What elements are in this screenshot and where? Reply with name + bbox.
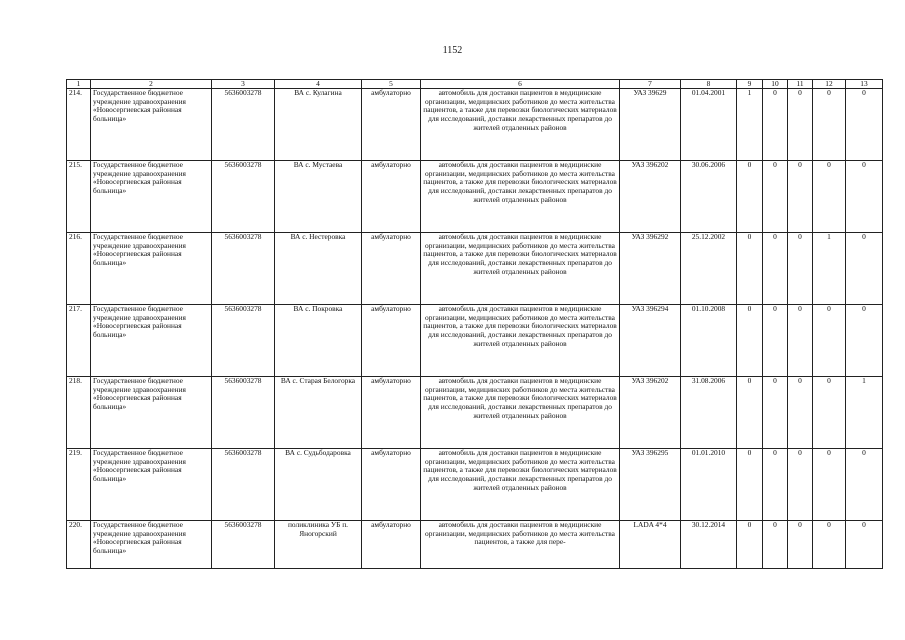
date-cell: 01.10.2008 [681, 305, 737, 377]
organization-cell: Государственное бюджетное учреждение здравоохранения «Новосергиевская районная больница» [91, 89, 212, 161]
organization-cell: Государственное бюджетное учреждение здравоохранения «Новосергиевская районная больница» [91, 305, 212, 377]
row-number-cell: 216. [67, 233, 91, 305]
row-number-cell: 218. [67, 377, 91, 449]
table-row [67, 377, 883, 449]
column-header: 13 [846, 80, 883, 89]
col12-cell: 0 [813, 305, 846, 377]
inn-cell: 5636003278 [212, 521, 275, 569]
table-header [67, 80, 883, 89]
row-number-cell: 215. [67, 161, 91, 233]
column-header: 2 [91, 80, 212, 89]
purpose-cell: автомобиль для доставки пациентов в медицинские организации, медицинских работников до места жительства пациентов, а также для перевозки биологических материалов для исследований, доставки лекарственных препаратов до жителей отдаленных районов [421, 233, 620, 305]
col11-cell: 0 [788, 305, 813, 377]
inn-cell: 5636003278 [212, 89, 275, 161]
vehicle-model-cell: УАЗ 396295 [620, 449, 681, 521]
vehicle-model-cell: УАЗ 39629 [620, 89, 681, 161]
date-cell: 30.06.2006 [681, 161, 737, 233]
care-mode-cell: амбулаторно [362, 305, 421, 377]
col11-cell: 0 [788, 521, 813, 569]
col11-cell: 0 [788, 233, 813, 305]
header-row [67, 80, 883, 89]
column-header: 6 [421, 80, 620, 89]
purpose-cell: автомобиль для доставки пациентов в медицинские организации, медицинских работников до места жительства пациентов, а также для перевозки биологических материалов для исследований, доставки лекарственных препаратов до жителей отдаленных районов [421, 305, 620, 377]
col11-cell: 0 [788, 377, 813, 449]
organization-cell: Государственное бюджетное учреждение здравоохранения «Новосергиевская районная больница» [91, 377, 212, 449]
vehicle-model-cell: УАЗ 396202 [620, 377, 681, 449]
col10-cell: 0 [763, 89, 788, 161]
inn-cell: 5636003278 [212, 449, 275, 521]
inn-cell: 5636003278 [212, 305, 275, 377]
table-row [67, 305, 883, 377]
vehicle-model-cell: УАЗ 396292 [620, 233, 681, 305]
col9-cell: 0 [737, 449, 763, 521]
care-mode-cell: амбулаторно [362, 233, 421, 305]
location-cell: ВА с. Нестеровка [275, 233, 362, 305]
col12-cell: 0 [813, 89, 846, 161]
organization-cell: Государственное бюджетное учреждение здравоохранения «Новосергиевская районная больница» [91, 449, 212, 521]
date-cell: 31.08.2006 [681, 377, 737, 449]
date-cell: 30.12.2014 [681, 521, 737, 569]
vehicle-model-cell: УАЗ 396202 [620, 161, 681, 233]
vehicle-model-cell: LADA 4*4 [620, 521, 681, 569]
location-cell: ВА с. Старая Белогорка [275, 377, 362, 449]
table-row [67, 233, 883, 305]
col13-cell: 0 [846, 161, 883, 233]
col11-cell: 0 [788, 449, 813, 521]
column-header: 3 [212, 80, 275, 89]
col12-cell: 0 [813, 377, 846, 449]
date-cell: 01.04.2001 [681, 89, 737, 161]
col10-cell: 0 [763, 233, 788, 305]
col9-cell: 0 [737, 521, 763, 569]
purpose-cell: автомобиль для доставки пациентов в медицинские организации, медицинских работников до места жительства пациентов, а также для пере- [421, 521, 620, 569]
table-body [67, 89, 883, 569]
col13-cell: 1 [846, 377, 883, 449]
purpose-cell: автомобиль для доставки пациентов в медицинские организации, медицинских работников до места жительства пациентов, а также для перевозки биологических материалов для исследований, доставки лекарственных препаратов до жителей отдаленных районов [421, 449, 620, 521]
location-cell: ВА с. Судьбодаровка [275, 449, 362, 521]
col12-cell: 0 [813, 449, 846, 521]
purpose-cell: автомобиль для доставки пациентов в медицинские организации, медицинских работников до места жительства пациентов, а также для перевозки биологических материалов для исследований, доставки лекарственных препаратов до жителей отдаленных районов [421, 377, 620, 449]
col12-cell: 0 [813, 161, 846, 233]
location-cell: ВА с. Покровка [275, 305, 362, 377]
col9-cell: 0 [737, 305, 763, 377]
care-mode-cell: амбулаторно [362, 449, 421, 521]
row-number-cell: 217. [67, 305, 91, 377]
row-number-cell: 220. [67, 521, 91, 569]
col10-cell: 0 [763, 449, 788, 521]
col9-cell: 1 [737, 89, 763, 161]
table-row [67, 161, 883, 233]
organization-cell: Государственное бюджетное учреждение здравоохранения «Новосергиевская районная больница» [91, 233, 212, 305]
table-row [67, 89, 883, 161]
col12-cell: 0 [813, 521, 846, 569]
col10-cell: 0 [763, 377, 788, 449]
col13-cell: 0 [846, 305, 883, 377]
col9-cell: 0 [737, 161, 763, 233]
column-header: 1 [67, 80, 91, 89]
column-header: 5 [362, 80, 421, 89]
col9-cell: 0 [737, 233, 763, 305]
col11-cell: 0 [788, 161, 813, 233]
column-header: 4 [275, 80, 362, 89]
purpose-cell: автомобиль для доставки пациентов в медицинские организации, медицинских работников до места жительства пациентов, а также для перевозки биологических материалов для исследований, доставки лекарственных препаратов до жителей отдаленных районов [421, 161, 620, 233]
row-number-cell: 219. [67, 449, 91, 521]
care-mode-cell: амбулаторно [362, 161, 421, 233]
vehicle-registry-table [66, 79, 883, 569]
care-mode-cell: амбулаторно [362, 521, 421, 569]
column-header: 12 [813, 80, 846, 89]
organization-cell: Государственное бюджетное учреждение здравоохранения «Новосергиевская районная больница» [91, 521, 212, 569]
date-cell: 01.01.2010 [681, 449, 737, 521]
column-header: 11 [788, 80, 813, 89]
vehicle-model-cell: УАЗ 396294 [620, 305, 681, 377]
col13-cell: 0 [846, 449, 883, 521]
organization-cell: Государственное бюджетное учреждение здравоохранения «Новосергиевская районная больница» [91, 161, 212, 233]
col13-cell: 0 [846, 233, 883, 305]
column-header: 7 [620, 80, 681, 89]
col10-cell: 0 [763, 161, 788, 233]
location-cell: ВА с. Мустаева [275, 161, 362, 233]
col11-cell: 0 [788, 89, 813, 161]
inn-cell: 5636003278 [212, 377, 275, 449]
col10-cell: 0 [763, 521, 788, 569]
location-cell: ВА с. Кулагина [275, 89, 362, 161]
inn-cell: 5636003278 [212, 161, 275, 233]
table-row [67, 449, 883, 521]
column-header: 8 [681, 80, 737, 89]
page-number: 1152 [442, 45, 463, 56]
col13-cell: 0 [846, 89, 883, 161]
location-cell: поликлиника УБ п. Яногорский [275, 521, 362, 569]
col9-cell: 0 [737, 377, 763, 449]
column-header: 10 [763, 80, 788, 89]
date-cell: 25.12.2002 [681, 233, 737, 305]
inn-cell: 5636003278 [212, 233, 275, 305]
care-mode-cell: амбулаторно [362, 377, 421, 449]
column-header: 9 [737, 80, 763, 89]
col12-cell: 1 [813, 233, 846, 305]
row-number-cell: 214. [67, 89, 91, 161]
col13-cell: 0 [846, 521, 883, 569]
care-mode-cell: амбулаторно [362, 89, 421, 161]
purpose-cell: автомобиль для доставки пациентов в медицинские организации, медицинских работников до места жительства пациентов, а также для перевозки биологических материалов для исследований, доставки лекарственных препаратов до жителей отдаленных районов [421, 89, 620, 161]
table-row [67, 521, 883, 569]
col10-cell: 0 [763, 305, 788, 377]
